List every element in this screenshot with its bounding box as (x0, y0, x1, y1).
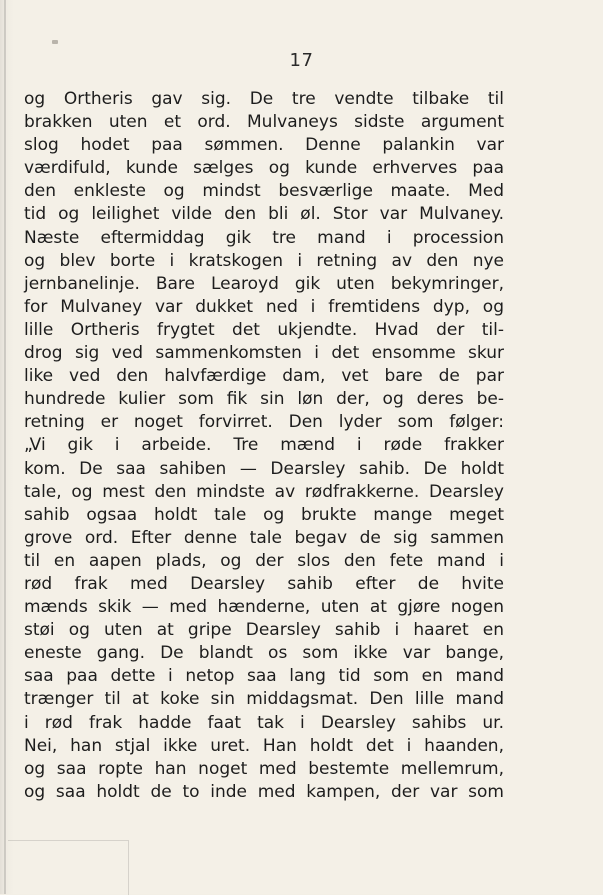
text-line: „Vi gik i arbeide. Tre mænd i røde frakker (24, 435, 504, 456)
text-line: tid og leilighet vilde den bli øl. Stor var Mulvaney. (24, 204, 504, 225)
text-line: trænger til at koke sin middagsmat. Den lille mand (24, 689, 504, 710)
text-line: saa paa dette i netop saa lang tid som en mand (24, 666, 504, 687)
text-line: til en aapen plads, og der slos den fete mand i (24, 550, 504, 571)
text-line: den enkleste og mindst besværlige maate. Med (24, 181, 504, 202)
text-line: drog sig ved sammenkomsten i det ensomme skur (24, 343, 504, 364)
text-line: lille Ortheris frygtet det ukjendte. Hvad der til- (24, 319, 504, 340)
print-mark (52, 40, 58, 44)
text-line: hundrede kulier som fik sin løn der, og deres be- (24, 389, 504, 410)
text-line: jernbanelinje. Bare Learoyd gik uten bekymringer, (24, 273, 504, 294)
text-line: brakken uten et ord. Mulvaneys sidste argument (24, 112, 504, 133)
text-line: Nei, han stjal ikke uret. Han holdt det i haanden, (24, 735, 504, 756)
scan-artifact (8, 840, 129, 895)
text-line: sahib ogsaa holdt tale og brukte mange meget (24, 504, 504, 525)
text-line: retning er noget forvirret. Den lyder som følger: (24, 412, 504, 433)
text-line: grove ord. Efter denne tale begav de sig sammen (24, 527, 504, 548)
page-number: 17 (289, 50, 314, 71)
body-text (24, 88, 504, 804)
text-line: kom. De saa sahiben — Dearsley sahib. De holdt (24, 458, 504, 479)
text-line: eneste gang. De blandt os som ikke var bange, (24, 643, 504, 664)
text-line: og Ortheris gav sig. De tre vendte tilbake til (24, 89, 504, 109)
text-line: støi og uten at gripe Dearsley sahib i haaret en (24, 620, 504, 641)
text-line: tale, og mest den mindste av rødfrakkerne. Dearsley (24, 481, 504, 502)
text-line: rød frak med Dearsley sahib efter de hvite (24, 573, 504, 594)
text-line: Næste eftermiddag gik tre mand i procession (24, 227, 504, 248)
text-line: og blev borte i kratskogen i retning av den nye (24, 250, 504, 271)
text-line: og saa holdt de to inde med kampen, der var som (24, 781, 504, 802)
text-line: i rød frak hadde faat tak i Dearsley sahibs ur. (24, 712, 504, 733)
text-line: slog hodet paa sømmen. Denne palankin var (24, 135, 504, 156)
text-line: værdifuld, kunde sælges og kunde erhverves paa (24, 158, 504, 179)
text-line: like ved den halvfærdige dam, vet bare de par (24, 366, 504, 387)
text-line: mænds skik — med hænderne, uten at gjøre nogen (24, 597, 504, 618)
text-line: for Mulvaney var dukket ned i fremtidens dyp, og (24, 296, 504, 317)
text-line: og saa ropte han noget med bestemte mellemrum, (24, 758, 504, 779)
page-left-edge (4, 0, 6, 894)
